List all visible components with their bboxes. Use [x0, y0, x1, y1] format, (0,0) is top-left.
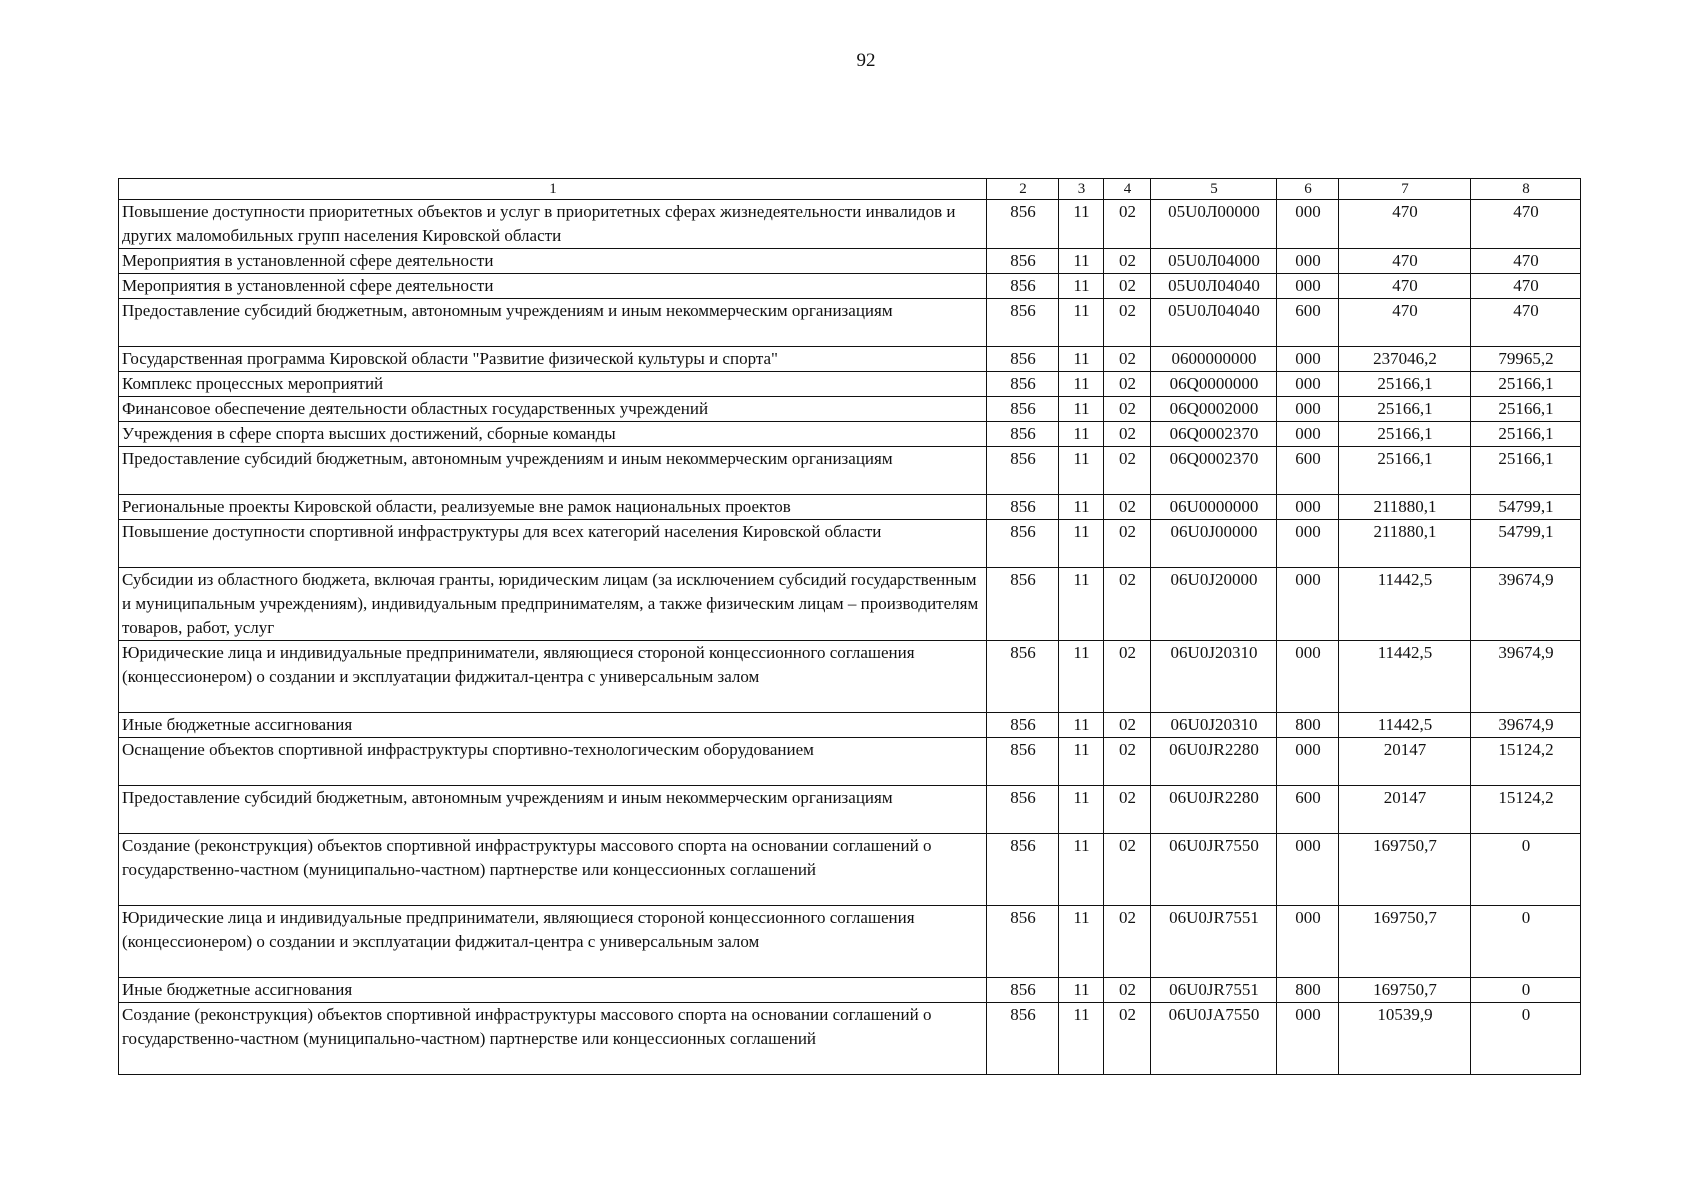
- expense-type-cell: 800: [1277, 713, 1339, 738]
- amount-col7-cell: 470: [1339, 249, 1471, 274]
- target-article-cell: 06U0JR2280: [1151, 786, 1277, 834]
- amount-col7-cell: 169750,7: [1339, 906, 1471, 978]
- target-article-cell: 06U0J00000: [1151, 520, 1277, 568]
- amount-col7-cell: 11442,5: [1339, 568, 1471, 641]
- amount-col7-cell: 25166,1: [1339, 372, 1471, 397]
- code-856-cell: 856: [987, 786, 1059, 834]
- row-name-cell: Повышение доступности спортивной инфраструктуры для всех категорий населения Кировской области: [119, 520, 987, 568]
- amount-col7-cell: 25166,1: [1339, 447, 1471, 495]
- table-row: [119, 738, 1581, 786]
- amount-col7-cell: 169750,7: [1339, 978, 1471, 1003]
- code-856-cell: 856: [987, 978, 1059, 1003]
- row-name-cell: Комплекс процессных мероприятий: [119, 372, 987, 397]
- subsection-cell: 02: [1104, 200, 1151, 249]
- row-name-cell: Создание (реконструкция) объектов спортивной инфраструктуры массового спорта на основании соглашений о государственно-частном (муниципально-частном) партнерстве или концессионных соглашений: [119, 834, 987, 906]
- amount-col8-cell: 39674,9: [1471, 568, 1581, 641]
- target-article-cell: 06U0JA7550: [1151, 1003, 1277, 1075]
- expense-type-cell: 000: [1277, 347, 1339, 372]
- amount-col8-cell: 54799,1: [1471, 495, 1581, 520]
- expense-type-cell: 000: [1277, 397, 1339, 422]
- amount-col8-cell: 25166,1: [1471, 397, 1581, 422]
- expense-type-cell: 000: [1277, 641, 1339, 713]
- section-cell: 11: [1059, 372, 1104, 397]
- target-article-cell: 05U0Л04000: [1151, 249, 1277, 274]
- section-cell: 11: [1059, 397, 1104, 422]
- budget-table: [118, 178, 1581, 1075]
- target-article-cell: 06U0JR7550: [1151, 834, 1277, 906]
- target-article-cell: 06U0JR7551: [1151, 978, 1277, 1003]
- subsection-cell: 02: [1104, 422, 1151, 447]
- row-name-cell: Учреждения в сфере спорта высших достижений, сборные команды: [119, 422, 987, 447]
- section-cell: 11: [1059, 786, 1104, 834]
- section-cell: 11: [1059, 713, 1104, 738]
- row-name-cell: Предоставление субсидий бюджетным, автономным учреждениям и иным некоммерческим организациям: [119, 299, 987, 347]
- header-cell: 3: [1059, 179, 1104, 200]
- table-row: [119, 520, 1581, 568]
- subsection-cell: 02: [1104, 447, 1151, 495]
- section-cell: 11: [1059, 568, 1104, 641]
- amount-col8-cell: 470: [1471, 200, 1581, 249]
- table-row: [119, 200, 1581, 249]
- amount-col7-cell: 25166,1: [1339, 397, 1471, 422]
- table-row: [119, 978, 1581, 1003]
- subsection-cell: 02: [1104, 978, 1151, 1003]
- target-article-cell: 06U0JR2280: [1151, 738, 1277, 786]
- section-cell: 11: [1059, 978, 1104, 1003]
- code-856-cell: 856: [987, 834, 1059, 906]
- amount-col7-cell: 237046,2: [1339, 347, 1471, 372]
- amount-col8-cell: 0: [1471, 906, 1581, 978]
- code-856-cell: 856: [987, 347, 1059, 372]
- subsection-cell: 02: [1104, 520, 1151, 568]
- table-header: [119, 179, 1581, 200]
- header-cell: 7: [1339, 179, 1471, 200]
- header-row: [119, 179, 1581, 200]
- header-cell: 4: [1104, 179, 1151, 200]
- row-name-cell: Создание (реконструкция) объектов спортивной инфраструктуры массового спорта на основании соглашений о государственно-частном (муниципально-частном) партнерстве или концессионных соглашений: [119, 1003, 987, 1075]
- target-article-cell: 05U0Л04040: [1151, 299, 1277, 347]
- code-856-cell: 856: [987, 713, 1059, 738]
- target-article-cell: 05U0Л00000: [1151, 200, 1277, 249]
- table-row: [119, 372, 1581, 397]
- section-cell: 11: [1059, 738, 1104, 786]
- table-row: [119, 447, 1581, 495]
- amount-col7-cell: 470: [1339, 274, 1471, 299]
- amount-col8-cell: 39674,9: [1471, 641, 1581, 713]
- subsection-cell: 02: [1104, 1003, 1151, 1075]
- amount-col8-cell: 25166,1: [1471, 422, 1581, 447]
- section-cell: 11: [1059, 347, 1104, 372]
- section-cell: 11: [1059, 520, 1104, 568]
- row-name-cell: Юридические лица и индивидуальные предприниматели, являющиеся стороной концессионного соглашения (концессионером) о создании и эксплуатации фиджитал-центра с универсальным залом: [119, 906, 987, 978]
- section-cell: 11: [1059, 1003, 1104, 1075]
- expense-type-cell: 000: [1277, 1003, 1339, 1075]
- code-856-cell: 856: [987, 274, 1059, 299]
- subsection-cell: 02: [1104, 249, 1151, 274]
- amount-col7-cell: 20147: [1339, 738, 1471, 786]
- header-cell: 1: [119, 179, 987, 200]
- table-row: [119, 422, 1581, 447]
- row-name-cell: Региональные проекты Кировской области, реализуемые вне рамок национальных проектов: [119, 495, 987, 520]
- target-article-cell: 06Q0002370: [1151, 447, 1277, 495]
- code-856-cell: 856: [987, 372, 1059, 397]
- code-856-cell: 856: [987, 249, 1059, 274]
- amount-col8-cell: 0: [1471, 834, 1581, 906]
- code-856-cell: 856: [987, 200, 1059, 249]
- table-row: [119, 495, 1581, 520]
- section-cell: 11: [1059, 447, 1104, 495]
- expense-type-cell: 000: [1277, 372, 1339, 397]
- amount-col7-cell: 211880,1: [1339, 495, 1471, 520]
- code-856-cell: 856: [987, 520, 1059, 568]
- expense-type-cell: 600: [1277, 447, 1339, 495]
- subsection-cell: 02: [1104, 299, 1151, 347]
- amount-col7-cell: 11442,5: [1339, 641, 1471, 713]
- row-name-cell: Иные бюджетные ассигнования: [119, 978, 987, 1003]
- table-row: [119, 1003, 1581, 1075]
- section-cell: 11: [1059, 274, 1104, 299]
- row-name-cell: Государственная программа Кировской области "Развитие физической культуры и спорта": [119, 347, 987, 372]
- table-body: [119, 200, 1581, 1075]
- amount-col8-cell: 0: [1471, 978, 1581, 1003]
- code-856-cell: 856: [987, 738, 1059, 786]
- amount-col8-cell: 79965,2: [1471, 347, 1581, 372]
- section-cell: 11: [1059, 495, 1104, 520]
- target-article-cell: 06U0J20310: [1151, 641, 1277, 713]
- expense-type-cell: 800: [1277, 978, 1339, 1003]
- section-cell: 11: [1059, 299, 1104, 347]
- section-cell: 11: [1059, 834, 1104, 906]
- code-856-cell: 856: [987, 422, 1059, 447]
- target-article-cell: 06U0JR7551: [1151, 906, 1277, 978]
- code-856-cell: 856: [987, 299, 1059, 347]
- amount-col7-cell: 211880,1: [1339, 520, 1471, 568]
- expense-type-cell: 000: [1277, 495, 1339, 520]
- section-cell: 11: [1059, 200, 1104, 249]
- subsection-cell: 02: [1104, 834, 1151, 906]
- code-856-cell: 856: [987, 397, 1059, 422]
- target-article-cell: 06U0000000: [1151, 495, 1277, 520]
- amount-col7-cell: 169750,7: [1339, 834, 1471, 906]
- table-row: [119, 834, 1581, 906]
- target-article-cell: 06Q0002370: [1151, 422, 1277, 447]
- row-name-cell: Субсидии из областного бюджета, включая гранты, юридическим лицам (за исключением субсидий государственным и муниципальным учреждениям), индивидуальным предпринимателям, а также физическим лицам – производителям товаров, работ, услуг: [119, 568, 987, 641]
- amount-col8-cell: 39674,9: [1471, 713, 1581, 738]
- target-article-cell: 06U0J20000: [1151, 568, 1277, 641]
- amount-col7-cell: 25166,1: [1339, 422, 1471, 447]
- subsection-cell: 02: [1104, 372, 1151, 397]
- expense-type-cell: 000: [1277, 906, 1339, 978]
- section-cell: 11: [1059, 249, 1104, 274]
- target-article-cell: 06U0J20310: [1151, 713, 1277, 738]
- target-article-cell: 05U0Л04040: [1151, 274, 1277, 299]
- expense-type-cell: 000: [1277, 568, 1339, 641]
- table-row: [119, 641, 1581, 713]
- amount-col7-cell: 10539,9: [1339, 1003, 1471, 1075]
- expense-type-cell: 000: [1277, 249, 1339, 274]
- amount-col8-cell: 470: [1471, 249, 1581, 274]
- table-row: [119, 397, 1581, 422]
- target-article-cell: 0600000000: [1151, 347, 1277, 372]
- amount-col8-cell: 15124,2: [1471, 738, 1581, 786]
- expense-type-cell: 600: [1277, 299, 1339, 347]
- target-article-cell: 06Q0000000: [1151, 372, 1277, 397]
- amount-col8-cell: 15124,2: [1471, 786, 1581, 834]
- table-row: [119, 299, 1581, 347]
- table-row: [119, 274, 1581, 299]
- amount-col7-cell: 470: [1339, 299, 1471, 347]
- row-name-cell: Повышение доступности приоритетных объектов и услуг в приоритетных сферах жизнедеятельности инвалидов и других маломобильных групп населения Кировской области: [119, 200, 987, 249]
- subsection-cell: 02: [1104, 347, 1151, 372]
- table-row: [119, 713, 1581, 738]
- row-name-cell: Мероприятия в установленной сфере деятельности: [119, 249, 987, 274]
- subsection-cell: 02: [1104, 713, 1151, 738]
- code-856-cell: 856: [987, 568, 1059, 641]
- code-856-cell: 856: [987, 495, 1059, 520]
- row-name-cell: Юридические лица и индивидуальные предприниматели, являющиеся стороной концессионного соглашения (концессионером) о создании и эксплуатации фиджитал-центра с универсальным залом: [119, 641, 987, 713]
- code-856-cell: 856: [987, 641, 1059, 713]
- amount-col8-cell: 25166,1: [1471, 447, 1581, 495]
- code-856-cell: 856: [987, 1003, 1059, 1075]
- subsection-cell: 02: [1104, 568, 1151, 641]
- row-name-cell: Оснащение объектов спортивной инфраструктуры спортивно-технологическим оборудованием: [119, 738, 987, 786]
- subsection-cell: 02: [1104, 738, 1151, 786]
- expense-type-cell: 000: [1277, 738, 1339, 786]
- amount-col8-cell: 470: [1471, 299, 1581, 347]
- section-cell: 11: [1059, 641, 1104, 713]
- row-name-cell: Иные бюджетные ассигнования: [119, 713, 987, 738]
- table-row: [119, 568, 1581, 641]
- section-cell: 11: [1059, 422, 1104, 447]
- subsection-cell: 02: [1104, 786, 1151, 834]
- expense-type-cell: 000: [1277, 834, 1339, 906]
- row-name-cell: Предоставление субсидий бюджетным, автономным учреждениям и иным некоммерческим организациям: [119, 786, 987, 834]
- amount-col7-cell: 11442,5: [1339, 713, 1471, 738]
- expense-type-cell: 000: [1277, 422, 1339, 447]
- amount-col7-cell: 470: [1339, 200, 1471, 249]
- subsection-cell: 02: [1104, 906, 1151, 978]
- amount-col7-cell: 20147: [1339, 786, 1471, 834]
- subsection-cell: 02: [1104, 397, 1151, 422]
- table-row: [119, 249, 1581, 274]
- amount-col8-cell: 0: [1471, 1003, 1581, 1075]
- header-cell: 2: [987, 179, 1059, 200]
- code-856-cell: 856: [987, 447, 1059, 495]
- subsection-cell: 02: [1104, 274, 1151, 299]
- expense-type-cell: 600: [1277, 786, 1339, 834]
- expense-type-cell: 000: [1277, 200, 1339, 249]
- table-row: [119, 786, 1581, 834]
- subsection-cell: 02: [1104, 641, 1151, 713]
- amount-col8-cell: 25166,1: [1471, 372, 1581, 397]
- expense-type-cell: 000: [1277, 520, 1339, 568]
- amount-col8-cell: 54799,1: [1471, 520, 1581, 568]
- amount-col8-cell: 470: [1471, 274, 1581, 299]
- header-cell: 6: [1277, 179, 1339, 200]
- target-article-cell: 06Q0002000: [1151, 397, 1277, 422]
- header-cell: 8: [1471, 179, 1581, 200]
- header-cell: 5: [1151, 179, 1277, 200]
- row-name-cell: Финансовое обеспечение деятельности областных государственных учреждений: [119, 397, 987, 422]
- code-856-cell: 856: [987, 906, 1059, 978]
- section-cell: 11: [1059, 906, 1104, 978]
- row-name-cell: Предоставление субсидий бюджетным, автономным учреждениям и иным некоммерческим организациям: [119, 447, 987, 495]
- row-name-cell: Мероприятия в установленной сфере деятельности: [119, 274, 987, 299]
- table-row: [119, 906, 1581, 978]
- expense-type-cell: 000: [1277, 274, 1339, 299]
- subsection-cell: 02: [1104, 495, 1151, 520]
- page-number: 92: [856, 50, 876, 71]
- table-row: [119, 347, 1581, 372]
